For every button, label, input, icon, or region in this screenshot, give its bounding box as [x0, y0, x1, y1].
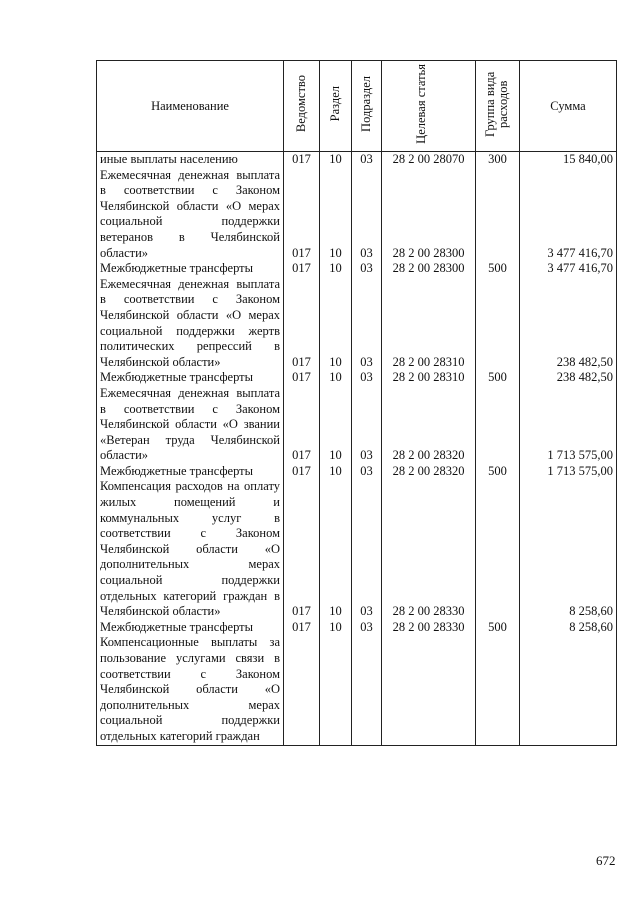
cell-dept: 017: [284, 370, 320, 386]
cell-name: Компенсационные выплаты за пользование услугами связи в соответствии с Законом Челябинской области «О дополнительных мерах социальной поддержки отдельных категорий граждан: [97, 635, 284, 745]
cell-subsection: 03: [352, 370, 382, 386]
table-row: [97, 152, 617, 168]
header-target-label: Целевая статья: [413, 64, 428, 144]
table-row: [97, 168, 617, 262]
header-sum: [520, 61, 617, 152]
cell-sum: 8 258,60: [520, 479, 617, 619]
cell-name: Межбюджетные трансферты: [97, 620, 284, 636]
cell-target: [382, 635, 476, 745]
table-row: [97, 370, 617, 386]
cell-group: [476, 277, 520, 371]
table-row: [97, 261, 617, 277]
cell-section: 10: [320, 277, 352, 371]
header-subsection-label: Подраздел: [359, 76, 373, 132]
cell-target: 28 2 00 28310: [382, 370, 476, 386]
cell-dept: 017: [284, 464, 320, 480]
cell-group: [476, 635, 520, 745]
table-row: [97, 479, 617, 619]
cell-target: 28 2 00 28300: [382, 261, 476, 277]
cell-group: [476, 479, 520, 619]
cell-group: 500: [476, 464, 520, 480]
header-name-label: Наименование: [151, 98, 229, 113]
cell-section: 10: [320, 386, 352, 464]
cell-name: Межбюджетные трансферты: [97, 370, 284, 386]
cell-subsection: 03: [352, 620, 382, 636]
table-header-row: [97, 61, 617, 152]
cell-name: Ежемесячная денежная выплата в соответствии с Законом Челябинской области «О мерах социальной поддержки ветеранов в Челябинской области»: [97, 168, 284, 262]
header-section-label: Раздел: [328, 86, 342, 122]
cell-sum: 1 713 575,00: [520, 464, 617, 480]
table-row: [97, 277, 617, 371]
budget-table: [96, 60, 617, 746]
cell-dept: [284, 635, 320, 745]
cell-subsection: 03: [352, 386, 382, 464]
cell-sum: 15 840,00: [520, 152, 617, 168]
cell-section: [320, 635, 352, 745]
cell-sum: 1 713 575,00: [520, 386, 617, 464]
cell-name: Ежемесячная денежная выплата в соответствии с Законом Челябинской области «О звании «Ветеран труда Челябинской области»: [97, 386, 284, 464]
page-number: 672: [596, 853, 616, 868]
cell-sum: 238 482,50: [520, 370, 617, 386]
cell-dept: 017: [284, 152, 320, 168]
cell-subsection: 03: [352, 152, 382, 168]
cell-sum: 3 477 416,70: [520, 261, 617, 277]
cell-name: Межбюджетные трансферты: [97, 464, 284, 480]
header-section: [320, 61, 352, 152]
cell-target: 28 2 00 28330: [382, 479, 476, 619]
table-row: [97, 386, 617, 464]
table-row: [97, 635, 617, 745]
cell-name: иные выплаты населению: [97, 152, 284, 168]
header-dept-label: Ведомство: [294, 75, 308, 133]
cell-subsection: 03: [352, 464, 382, 480]
cell-group: 300: [476, 152, 520, 168]
cell-sum: 238 482,50: [520, 277, 617, 371]
cell-dept: 017: [284, 261, 320, 277]
cell-dept: 017: [284, 168, 320, 262]
cell-group: 500: [476, 261, 520, 277]
cell-subsection: [352, 635, 382, 745]
cell-section: 10: [320, 464, 352, 480]
cell-section: 10: [320, 620, 352, 636]
cell-sum: [520, 635, 617, 745]
table-body: [97, 152, 617, 746]
cell-section: 10: [320, 152, 352, 168]
cell-section: 10: [320, 261, 352, 277]
cell-target: 28 2 00 28070: [382, 152, 476, 168]
cell-dept: 017: [284, 386, 320, 464]
cell-subsection: 03: [352, 277, 382, 371]
cell-subsection: 03: [352, 479, 382, 619]
cell-section: 10: [320, 370, 352, 386]
cell-name: Межбюджетные трансферты: [97, 261, 284, 277]
cell-name: Ежемесячная денежная выплата в соответствии с Законом Челябинской области «О мерах социальной поддержки жертв политических репрессий в Челябинской области»: [97, 277, 284, 371]
cell-target: 28 2 00 28300: [382, 168, 476, 262]
cell-target: 28 2 00 28330: [382, 620, 476, 636]
header-target: [382, 61, 476, 152]
cell-group: [476, 168, 520, 262]
cell-dept: 017: [284, 277, 320, 371]
table-row: [97, 464, 617, 480]
header-exp-group: [476, 61, 520, 152]
header-subsection: [352, 61, 382, 152]
cell-group: 500: [476, 370, 520, 386]
cell-sum: 3 477 416,70: [520, 168, 617, 262]
header-dept: [284, 61, 320, 152]
cell-target: 28 2 00 28320: [382, 386, 476, 464]
cell-section: 10: [320, 479, 352, 619]
header-name: [97, 61, 284, 152]
cell-subsection: 03: [352, 168, 382, 262]
header-exp-group-label: Группа вида расходов: [482, 71, 510, 137]
cell-sum: 8 258,60: [520, 620, 617, 636]
table-row: [97, 620, 617, 636]
cell-subsection: 03: [352, 261, 382, 277]
cell-dept: 017: [284, 620, 320, 636]
cell-dept: 017: [284, 479, 320, 619]
cell-target: 28 2 00 28320: [382, 464, 476, 480]
cell-group: 500: [476, 620, 520, 636]
cell-group: [476, 386, 520, 464]
header-sum-label: Сумма: [550, 98, 586, 113]
cell-name: Компенсация расходов на оплату жилых помещений и коммунальных услуг в соответствии с Законом Челябинской области «О дополнительных мерах социальной поддержки отдельных категорий граждан в Челябинской области»: [97, 479, 284, 619]
cell-target: 28 2 00 28310: [382, 277, 476, 371]
cell-section: 10: [320, 168, 352, 262]
